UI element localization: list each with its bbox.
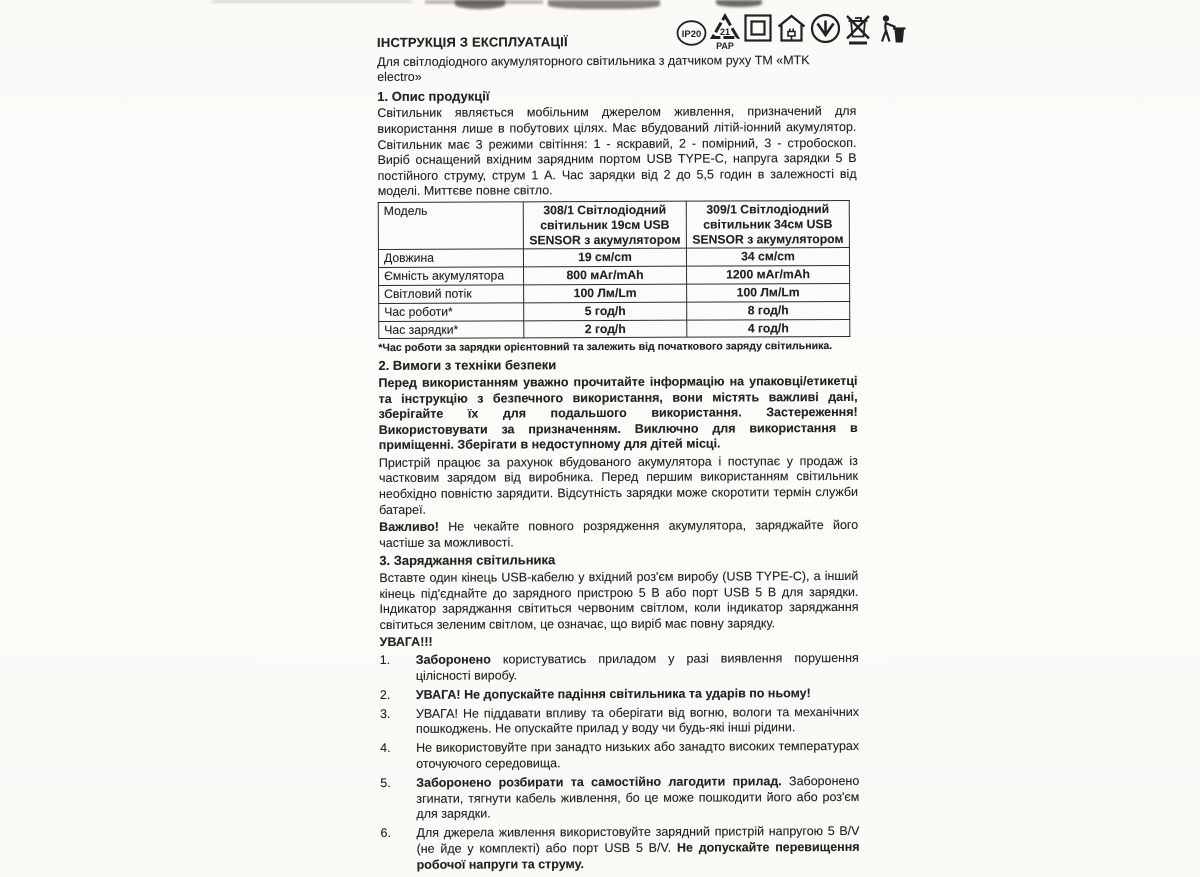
list-item-number: 6. <box>380 826 416 873</box>
section-2-heading: 2. Вимоги з техніки безпеки <box>378 356 857 374</box>
warnings-list-item <box>380 686 859 704</box>
important-note-paragraph: Важливо! Не чекайте повного розрядження акумулятора, заряджайте його частіше за можливості. <box>379 518 858 551</box>
spec-value: 4 год/h <box>687 319 850 338</box>
list-item-text: Для джерела живлення використовуйте зарядний пристрій напругою 5 В/V (не йде у комплекті) або порт USB 5 B/V. Не допускайте перевищення робочої напруги та струму. <box>416 824 859 873</box>
spec-row-work-time <box>379 301 850 321</box>
spec-value: 5 год/h <box>524 302 687 321</box>
list-item-number: 3. <box>380 707 416 738</box>
spec-label: Час зарядки* <box>379 320 524 338</box>
spec-value: 34 см/cm <box>686 248 849 267</box>
spec-value: 100 Лм/Lm <box>524 284 687 303</box>
photo-edge-artifact <box>455 0 505 9</box>
list-item-number: 5. <box>380 776 416 823</box>
spec-value: 2 год/h <box>524 320 687 339</box>
ip20-label: IP20 <box>682 29 702 40</box>
spec-value: 19 см/cm <box>523 248 686 267</box>
warnings-list-item <box>380 705 859 738</box>
doc-title: ІНСТРУКЦІЯ З ЕКСПЛУАТАЦІЇ <box>377 33 856 51</box>
spec-label: Світловий потік <box>379 285 524 303</box>
list-item-number: 4. <box>380 741 416 772</box>
attention-label: УВАГА!!! <box>380 633 859 651</box>
section-3-heading: 3. Заряджання світильника <box>379 551 858 569</box>
warnings-list <box>380 651 860 873</box>
pap-label: PAP <box>716 41 734 51</box>
spec-header-model-308: 308/1 Світлодіодний світильник 19см USB SENSOR з акумулятором <box>523 201 686 249</box>
spec-row-luminous-flux <box>379 283 850 303</box>
section-1-body: Світильник являється мобільним джерелом живлення, призначений для використання лише в побутових цілях. Має вбудований літій-іонний акумулятор. Світильник має 3 режими світіння: 1 - яскравий, 2 - помірний, 3 - стробоскоп. Виріб оснащений вхідним зарядним портом USB TYPE-C, напруга зарядки 5 В постійного струму, струм 1 А. Час зарядки від 2 до 5,5 годин в залежності від моделі. Миттєве повне світло. <box>377 104 856 200</box>
charging-instructions-paragraph: Вставте один кінець USB-кабелю у вхідний роз'єм виробу (USB TYPE-C), а інший кінець під'єднайте до зарядного пристрою 5 В або порт USB 5 В для зарядки. Індикатор заряджання світиться червоним світлом, коли індикатор заряджання світиться зеленим світлом, це означає, що виріб має повну зарядку. <box>379 569 858 633</box>
safety-warning-paragraph: Перед використанням уважно прочитайте інформацію на упаковці/етикетці та інструкцію з безпечного використання, вони містять важливі дані, зберігайте їх для подальшого використання. Застереження! Використовувати за призначенням. Виключно для використання в приміщенні. Зберігати в недоступному для дітей місці. <box>378 374 857 454</box>
spec-label: Ємність акумулятора <box>379 267 524 285</box>
list-item-text: УВАГА! Не допускайте падіння світильника та ударів по ньому! <box>416 686 859 704</box>
spec-table <box>378 200 851 339</box>
spec-value: 8 год/h <box>687 301 850 320</box>
table-footnote: *Час роботи за зарядки орієнтовний та залежить від початкового заряду світильника. <box>378 340 857 354</box>
section-1-heading: 1. Опис продукції <box>377 87 856 105</box>
spec-row-charge-time <box>379 319 850 339</box>
warnings-list-item <box>380 774 859 823</box>
photo-edge-artifact <box>716 0 762 7</box>
warnings-list-item <box>380 824 859 873</box>
spec-header-row <box>378 200 849 249</box>
list-item-text: УВАГА! Не піддавати впливу та оберігати від вогню, вологи та механічних пошкоджень. Не опускайте прилад у воду чи будь-які інші рідини. <box>416 705 859 738</box>
list-item-text: Заборонено розбирати та самостійно лагодити прилад. Заборонено згинати, тягнути кабель живлення, бо це може пошкодити його або роз'єм для зарядки. <box>416 774 859 823</box>
pap-number-label: 21 <box>720 27 730 37</box>
battery-info-paragraph: Пристрій працює за рахунок вбудованого акумулятора і поступає у продаж із частковим зарядом від виробника. Перед першим використанням світильник необхідно повністю зарядити. Відсутність зарядки може скоротити термін служби батареї. <box>379 454 858 518</box>
photo-edge-artifact <box>425 0 543 4</box>
spec-row-battery-capacity <box>379 266 850 286</box>
spec-header-model-309: 309/1 Світлодіодний світильник 34см USB SENSOR з акумулятором <box>686 200 849 248</box>
warnings-list-item <box>380 651 859 684</box>
spec-value: 1200 мАг/mAh <box>687 266 850 285</box>
doc-subtitle: Для світлодіодного акумуляторного світильника з датчиком руху ТМ «MTK electro» <box>377 53 856 86</box>
list-item-text: Заборонено користуватись приладом у разі виявлення порушення цілісності виробу. <box>416 651 859 684</box>
spec-label: Час роботи* <box>379 303 524 321</box>
spec-header-model: Модель <box>378 202 523 250</box>
photo-edge-artifact <box>212 0 412 3</box>
list-item-number: 2. <box>380 688 416 704</box>
spec-label: Довжина <box>378 249 523 267</box>
list-item-text: Не використовуйте при занадто низьких або занадто високих температурах оточуючого середовища. <box>416 739 859 772</box>
warnings-list-item <box>380 739 859 772</box>
document-content <box>377 33 860 877</box>
list-item-number: 1. <box>380 653 416 684</box>
spec-value: 100 Лм/Lm <box>687 283 850 302</box>
photo-edge-artifact <box>548 0 660 9</box>
spec-row-length <box>378 248 849 268</box>
tidy-man-icon <box>875 13 908 45</box>
spec-value: 800 мАг/mAh <box>524 266 687 285</box>
